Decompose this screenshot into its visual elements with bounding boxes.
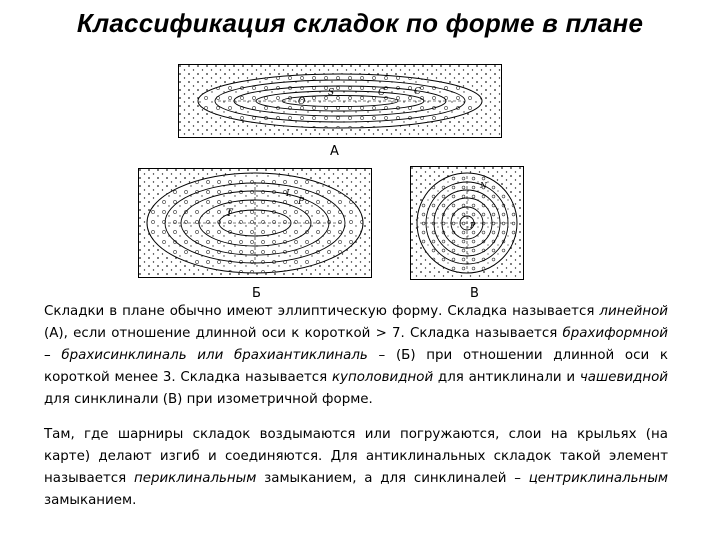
p1-text-4: для антиклинали и bbox=[433, 370, 580, 385]
p1-text-2: (А), если отношение длинной оси к короткой > 7. Складка называется bbox=[44, 326, 563, 341]
p1-text-5: для синклинали (В) при изометричной форме. bbox=[44, 392, 373, 407]
figure-b-brachyform-fold bbox=[138, 168, 372, 278]
svg-text:N: N bbox=[480, 181, 487, 190]
figure-v-label: В bbox=[470, 286, 479, 301]
svg-text:T: T bbox=[226, 208, 233, 219]
figure-a-linear-fold bbox=[178, 64, 502, 138]
svg-text:S: S bbox=[328, 88, 335, 98]
svg-text:P: P bbox=[298, 197, 305, 207]
figure-a-label: А bbox=[330, 144, 339, 159]
term-brachyform: брахиформной – брахисинклиналь или брахиантиклиналь bbox=[44, 326, 668, 363]
svg-text:C: C bbox=[414, 87, 421, 97]
p1-text-3: – (Б) при отношении длинной оси к короткой менее 3. Складка называется bbox=[44, 348, 668, 385]
term-centriclinal: центриклинальным bbox=[528, 471, 668, 486]
p2-text-2: замыканием, а для синклиналей – bbox=[256, 471, 529, 486]
svg-text:I: I bbox=[286, 189, 290, 199]
p1-text-1: Складки в плане обычно имеют эллиптическую форму. Складка называется bbox=[44, 304, 600, 319]
term-bowl-shaped: чашевидной bbox=[579, 370, 668, 385]
p2-text-1: Там, где шарниры складок воздымаются или погружаются, слои на крыльях (на карте) делают изгиб и соединяются. Для антиклинальных складок такой элемент называется bbox=[44, 427, 668, 486]
p2-text-3: замыканием. bbox=[44, 493, 137, 508]
page-title: Классификация складок по форме в плане bbox=[76, 8, 644, 38]
paragraph-fold-closure bbox=[44, 424, 668, 512]
term-periclinal: периклинальным bbox=[133, 471, 257, 486]
paragraph-fold-classification bbox=[44, 301, 668, 411]
svg-text:O: O bbox=[298, 97, 306, 107]
term-dome-shaped: куполовидной bbox=[331, 370, 434, 385]
figure-b-label: Б bbox=[252, 286, 261, 301]
term-linear: линейной bbox=[599, 304, 668, 319]
svg-text:P: P bbox=[470, 221, 476, 230]
svg-text:C: C bbox=[378, 88, 385, 98]
figure-v-dome-fold bbox=[410, 166, 524, 280]
